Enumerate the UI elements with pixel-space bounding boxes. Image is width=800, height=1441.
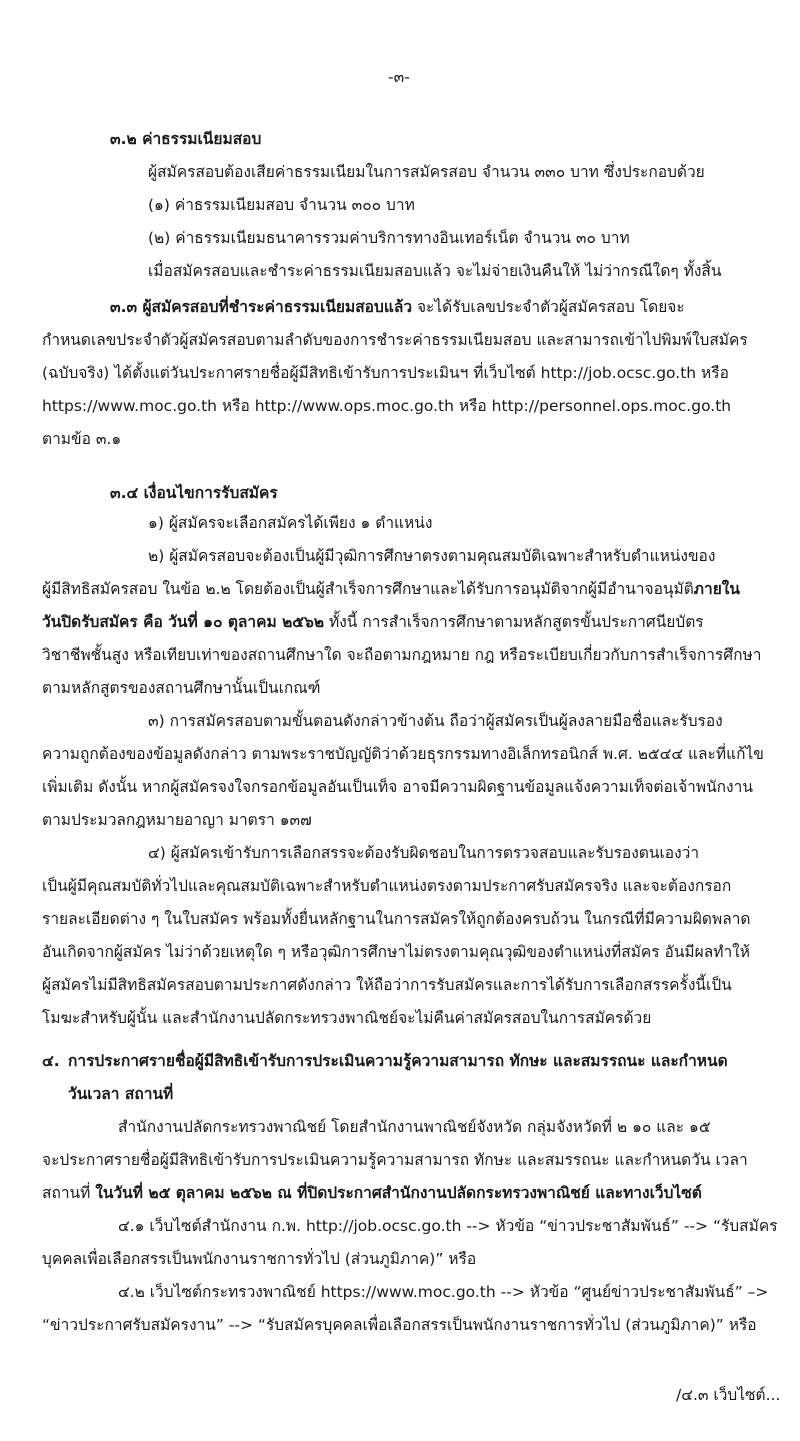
section-4-heading-line-1: การประกาศรายชื่อผู้มีสิทธิเข้ารับการประเมินความรู้ความสามารถ ทักษะ และสมรรถนะ และกำหนด: [68, 1052, 728, 1070]
s34-item-4-line-2: เป็นผู้มีคุณสมบัติทั่วไปและคุณสมบัติเฉพาะสำหรับตำแหน่งตรงตามประกาศรับสมัครจริง และจะต้องกรอก: [42, 877, 732, 895]
s34-item-2-line-1: ๒) ผู้สมัครสอบจะต้องเป็นผู้มีวุฒิการศึกษาตรงตามคุณสมบัติเฉพาะสำหรับตำแหน่งของ: [148, 547, 716, 565]
s33-line-1-rest: จะได้รับเลขประจำตัวผู้สมัครสอบ โดยจะ: [416, 298, 685, 316]
s34-item-3-line-2: ความถูกต้องของข้อมูลดังกล่าว ตามพระราชบัญญัติว่าด้วยธุรกรรมทางอิเล็กทรอนิกส์ พ.ศ. ๒๕๔๔ และที่แก้ไข: [42, 745, 764, 763]
closing-date: วันปิดรับสมัคร คือ วันที่ ๑๐ ตุลาคม ๒๕๖๒: [42, 613, 325, 631]
s32-line-4: เมื่อสมัครสอบและชำระค่าธรรมเนียมสอบแล้ว จะไม่จ่ายเงินคืนให้ ไม่ว่ากรณีใดๆ ทั้งสิ้น: [148, 262, 722, 280]
website-4-1-line-2: บุคคลเพื่อเลือกสรรเป็นพนักงานราชการทั่วไป (ส่วนภูมิภาค)” หรือ: [42, 1250, 477, 1268]
page-number: -๓-: [388, 68, 410, 86]
s34-item-4-line-1: ๔) ผู้สมัครเข้ารับการเลือกสรรจะต้องรับผิดชอบในการตรวจสอบและรับรองตนเองว่า: [148, 844, 700, 862]
s4-para-line-3: [42, 1182, 702, 1204]
s4-para-line-1: สำนักงานปลัดกระทรวงพาณิชย์ โดยสำนักงานพาณิชย์จังหวัด กลุ่มจังหวัดที่ ๒ ๑๐ และ ๑๕: [118, 1118, 711, 1136]
section-3-4-heading: ๓.๔ เงื่อนไขการรับสมัคร: [110, 484, 278, 502]
s34-item-4-line-4: อันเกิดจากผู้สมัคร ไม่ว่าด้วยเหตุใด ๆ หรือวุฒิการศึกษาไม่ตรงตามคุณวุฒิของตำแหน่งที่สมัคร อันมีผลทำให้: [42, 943, 750, 961]
website-4-2-line-1: ๔.๒ เว็บไซต์กระทรวงพาณิชย์ https://www.moc.go.th --> หัวข้อ “ศูนย์ข่าวประชาสัมพันธ์” –>: [118, 1283, 769, 1301]
s34-item-4-line-3: รายละเอียดต่าง ๆ ในใบสมัคร พร้อมทั้งยื่นหลักฐานในการสมัครให้ถูกต้องครบถ้วน ในกรณีที่มีความผิดพลาด: [42, 910, 751, 928]
website-4-2-line-2: “ข่าวประกาศรับสมัครงาน” --> “รับสมัครบุคคลเพื่อเลือกสรรเป็นพนักงานราชการทั่วไป (ส่วนภูมิภาค)” หรือ: [42, 1316, 757, 1334]
s32-line-1: ผู้สมัครสอบต้องเสียค่าธรรมเนียมในการสมัครสอบ จำนวน ๓๓๐ บาท ซึ่งประกอบด้วย: [148, 163, 705, 181]
s34-item-2-line-3: [42, 611, 704, 633]
announcement-date: ในวันที่ ๒๕ ตุลาคม ๒๕๖๒ ณ ที่ปิดประกาศสำนักงานปลัดกระทรวงพาณิชย์ และทางเว็บไซต์: [95, 1184, 702, 1202]
s34-item-2-line-3-text: ทั้งนี้ การสำเร็จการศึกษาตามหลักสูตรขั้นประกาศนียบัตร: [329, 613, 704, 631]
s33-line-3: (ฉบับจริง) ได้ตั้งแต่วันประกาศรายชื่อผู้มีสิทธิเข้ารับการประเมินฯ ที่เว็บไซต์ http://job.ocsc.go.th หรือ: [42, 364, 729, 382]
section-4-number: ๔.: [42, 1052, 60, 1070]
s34-item-2-line-2-text: ผู้มีสิทธิสมัครสอบ ในข้อ ๒.๒ โดยต้องเป็นผู้สำเร็จการศึกษาและได้รับการอนุมัติจากผู้มีอำนาจอนุมัติ: [42, 580, 694, 598]
section-4-heading-line-2: วันเวลา สถานที่: [68, 1085, 174, 1103]
s34-item-2-line-5: ตามหลักสูตรของสถานศึกษานั้นเป็นเกณฑ์: [42, 679, 321, 697]
section-3-3-heading: ๓.๓ ผู้สมัครสอบที่ชำระค่าธรรมเนียมสอบแล้ว: [110, 298, 413, 316]
website-4-1-line-1: ๔.๑ เว็บไซต์สำนักงาน ก.พ. http://job.ocsc.go.th --> หัวข้อ “ข่าวประชาสัมพันธ์” --> “รับสมัคร: [118, 1217, 778, 1235]
s32-line-3: (๒) ค่าธรรมเนียมธนาคารรวมค่าบริการทางอินเทอร์เน็ต จำนวน ๓๐ บาท: [148, 229, 630, 247]
s34-item-3-line-4: ตามประมวลกฎหมายอาญา มาตรา ๑๓๗: [42, 811, 312, 829]
s34-item-2-line-2: [42, 578, 740, 600]
s34-item-2-line-2-bold: ภายใน: [693, 580, 740, 598]
s33-line-1: [110, 296, 685, 318]
s34-item-2-line-4: วิชาชีพชั้นสูง หรือเทียบเท่าของสถานศึกษาใด จะถือตามกฎหมาย กฎ หรือระเบียบเกี่ยวกับการสำเร็จการศึกษา: [42, 646, 762, 664]
s33-line-2: กำหนดเลขประจำตัวผู้สมัครสอบตามลำดับของการชำระค่าธรรมเนียมสอบ และสามารถเข้าไปพิมพ์ใบสมัคร: [42, 331, 748, 349]
s33-line-5: ตามข้อ ๓.๑: [42, 430, 122, 448]
s34-item-3-line-3: เพิ่มเติม ดังนั้น หากผู้สมัครจงใจกรอกข้อมูลอันเป็นเท็จ อาจมีความผิดฐานข้อมูลแจ้งความเท็จต่อเจ้าพนักงาน: [42, 778, 753, 796]
s34-item-3-line-1: ๓) การสมัครสอบตามขั้นตอนดังกล่าวข้างต้น ถือว่าผู้สมัครเป็นผู้ลงลายมือชื่อและรับรอง: [148, 712, 723, 730]
s34-item-4-line-6: โมฆะสำหรับผู้นั้น และสำนักงานปลัดกระทรวงพาณิชย์จะไม่คืนค่าสมัครสอบในการสมัครด้วย: [42, 1009, 652, 1027]
s4-para-line-3-text: สถานที่: [42, 1184, 91, 1202]
s34-item-4-line-5: ผู้สมัครไม่มีสิทธิสมัครสอบตามประกาศดังกล่าว ให้ถือว่าการรับสมัครและการได้รับการเลือกสรรครั้งนี้เป็น: [42, 976, 732, 994]
s32-line-2: (๑) ค่าธรรมเนียมสอบ จำนวน ๓๐๐ บาท: [148, 196, 415, 214]
s34-item-1: ๑) ผู้สมัครจะเลือกสมัครได้เพียง ๑ ตำแหน่ง: [148, 514, 433, 532]
s33-line-4: https://www.moc.go.th หรือ http://www.ops.moc.go.th หรือ http://personnel.ops.moc.go.th: [42, 397, 732, 415]
continuation-marker: /๔.๓ เว็บไซต์...: [676, 1386, 781, 1404]
s4-para-line-2: จะประกาศรายชื่อผู้มีสิทธิเข้ารับการประเมินความรู้ความสามารถ ทักษะ และสมรรถนะ และกำหนดวัน เวลา: [42, 1151, 748, 1169]
section-3-2-heading: ๓.๒ ค่าธรรมเนียมสอบ: [110, 130, 262, 148]
